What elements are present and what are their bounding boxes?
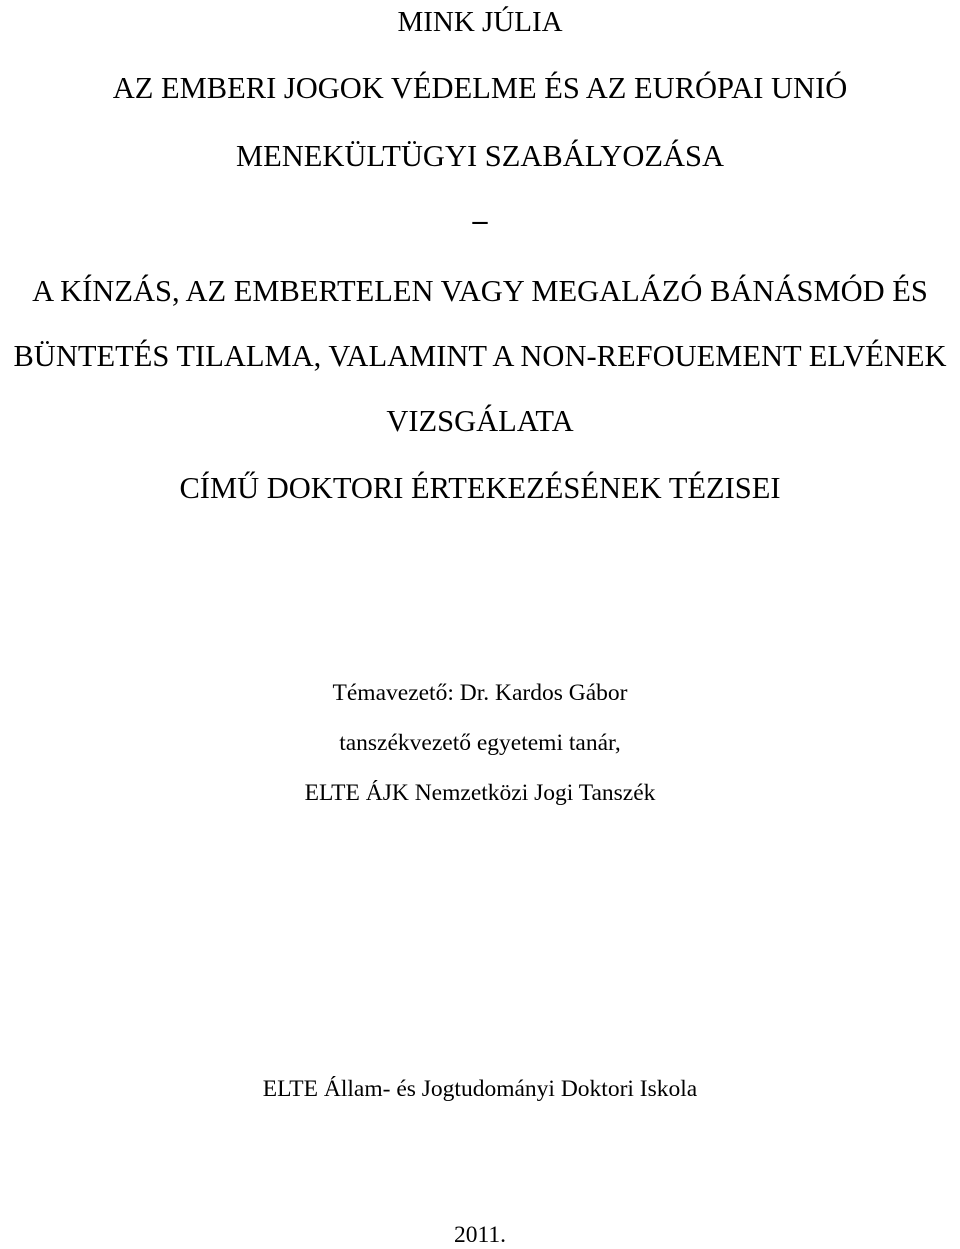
title-line-2: MENEKÜLTÜGYI SZABÁLYOZÁSA: [235, 139, 725, 173]
author-name: MINK JÚLIA: [397, 6, 563, 38]
subtitle-line-2: BÜNTETÉS TILALMA, VALAMINT A NON-REFOUEMENT ELVÉNEK: [13, 339, 947, 373]
title-separator-dash: –: [472, 204, 488, 237]
doctoral-school: ELTE Állam- és Jogtudományi Doktori Iskola: [262, 1076, 698, 1102]
thesis-heading: CÍMŰ DOKTORI ÉRTEKEZÉSÉNEK TÉZISEI: [179, 471, 781, 505]
title-line-1: AZ EMBERI JOGOK VÉDELME ÉS AZ EURÓPAI UNIÓ: [112, 71, 848, 105]
supervisor-title-line: tanszékvezető egyetemi tanár,: [339, 730, 621, 756]
subtitle-line-3: VIZSGÁLATA: [386, 404, 574, 438]
subtitle-line-1: A KÍNZÁS, AZ EMBERTELEN VAGY MEGALÁZÓ BÁNÁSMÓD ÉS: [32, 274, 928, 308]
supervisor-line: Témavezető: Dr. Kardos Gábor: [332, 680, 628, 706]
year: 2011.: [453, 1222, 506, 1248]
supervisor-department-line: ELTE ÁJK Nemzetközi Jogi Tanszék: [304, 780, 656, 806]
